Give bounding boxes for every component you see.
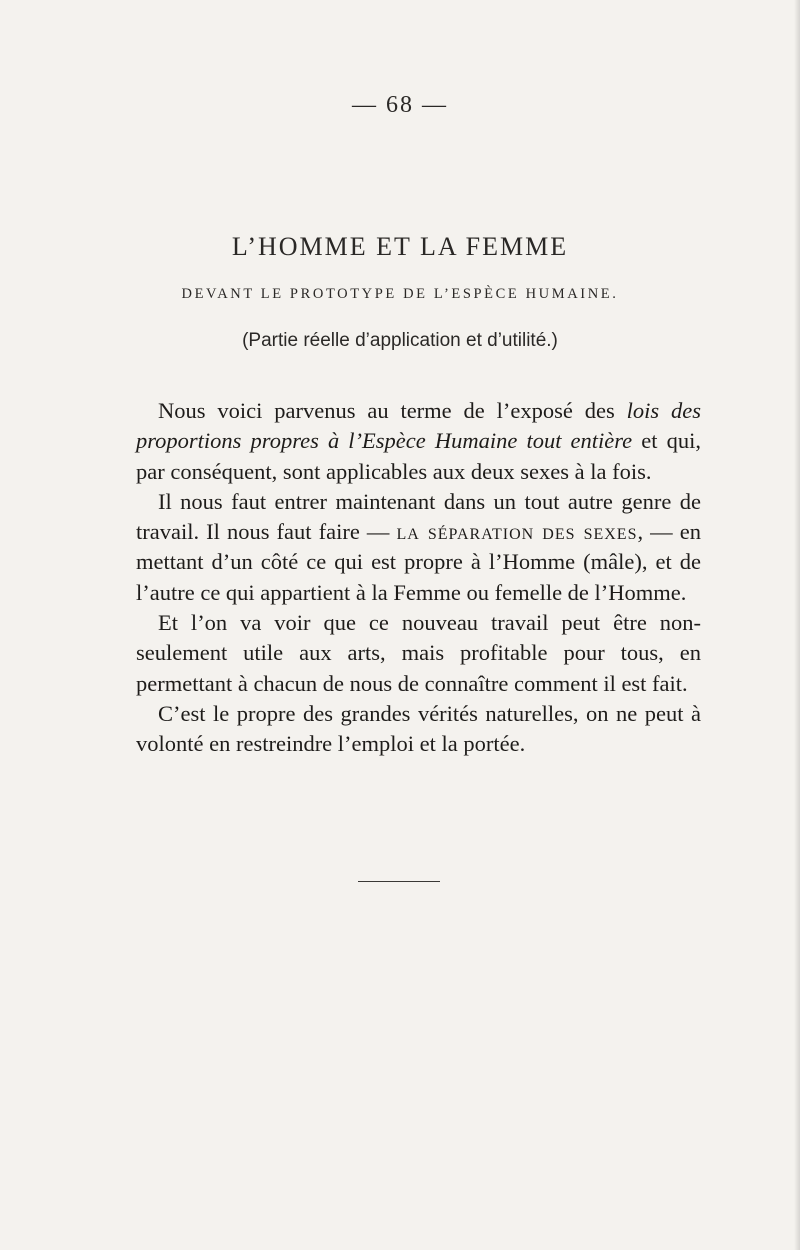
paragraph-2 bbox=[136, 487, 701, 608]
paragraph-3: Et l’on va voir que ce nouveau travail peut être non-seulement utile aux arts, mais profitable pour tous, en permettant à chacun de nous de connaître comment il est fait. bbox=[136, 610, 701, 696]
paragraph-1-italic: lois des proportions propres à l’Espèce Humaine tout entière bbox=[136, 398, 701, 454]
paragraph-1-text-a: Nous voici parvenus au terme de l’exposé des bbox=[158, 398, 627, 423]
page-edge-shadow bbox=[794, 0, 800, 1250]
paragraph-2-text-b: , — en mettant d’un côté ce qui est propre à l’Homme (mâle), et de l’autre ce qui appartient à la Femme ou femelle de l’Homme. bbox=[136, 519, 701, 605]
section-divider bbox=[358, 881, 440, 882]
chapter-subtitle: DEVANT LE PROTOTYPE DE L’ESPÈCE HUMAINE. bbox=[181, 286, 619, 302]
paragraph-2-small-caps: la séparation des sexes bbox=[396, 519, 638, 545]
paragraph-2-text-a: Il nous faut entrer maintenant dans un tout autre genre de travail. Il nous faut faire — bbox=[136, 488, 701, 545]
page-number: — 68 — bbox=[352, 92, 448, 118]
paragraph-1-text-b: et qui, par conséquent, sont applicables aux deux sexes à la fois. bbox=[136, 428, 701, 484]
body-text bbox=[136, 396, 701, 760]
paragraph-1 bbox=[136, 396, 701, 487]
chapter-note: (Partie réelle d’application et d’utilité.) bbox=[242, 330, 558, 351]
chapter-title: L’HOMME ET LA FEMME bbox=[231, 232, 569, 261]
paragraph-4: C’est le propre des grandes vérités naturelles, on ne peut à volonté en restreindre l’emploi et la portée. bbox=[136, 700, 701, 757]
